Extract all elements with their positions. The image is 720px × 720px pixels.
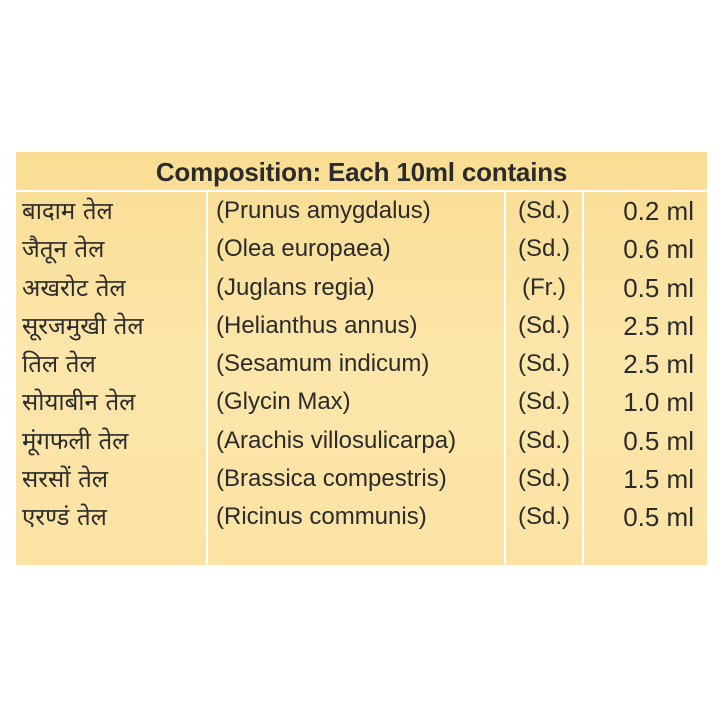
ingredient-quantity: 0.2 ml bbox=[623, 196, 694, 226]
ingredient-plant-part: (Fr.) bbox=[522, 273, 566, 301]
ingredient-hindi-name: सोयाबीन तेल bbox=[22, 388, 136, 417]
ingredient-quantity: 0.5 ml bbox=[623, 272, 694, 303]
ingredient-plant-part: (Sd.) bbox=[517, 197, 570, 224]
ingredient-botanical-name: (Glycin Max) bbox=[216, 388, 351, 416]
ingredient-botanical-name: (Prunus amygdalus) bbox=[216, 197, 431, 224]
ingredient-botanical-name: (Olea europaea) bbox=[216, 235, 391, 263]
table-row bbox=[16, 307, 707, 345]
ingredient-botanical-name: (Arachis villosulicarpa) bbox=[216, 426, 457, 454]
table-row bbox=[16, 498, 707, 536]
ingredient-hindi-name: तिल तेल bbox=[22, 350, 96, 379]
ingredient-hindi-name: बादाम तेल bbox=[22, 197, 113, 225]
ingredient-table bbox=[16, 192, 707, 537]
ingredient-quantity: 0.6 ml bbox=[623, 234, 694, 265]
ingredient-quantity: 2.5 ml bbox=[623, 349, 694, 380]
composition-panel bbox=[16, 152, 707, 565]
ingredient-botanical-name: (Helianthus annus) bbox=[216, 311, 418, 339]
ingredient-hindi-name: सूरजमुखी तेल bbox=[22, 311, 144, 340]
ingredient-plant-part: (Sd.) bbox=[517, 426, 570, 454]
table-row bbox=[16, 192, 707, 230]
ingredient-quantity: 2.5 ml bbox=[623, 310, 694, 341]
ingredient-plant-part: (Sd.) bbox=[517, 350, 570, 378]
table-row bbox=[16, 230, 707, 268]
ingredient-botanical-name: (Sesamum indicum) bbox=[216, 350, 430, 378]
composition-title: Composition: Each 10ml contains bbox=[155, 157, 568, 187]
table-row bbox=[16, 383, 707, 421]
table-row bbox=[16, 345, 707, 383]
ingredient-plant-part: (Sd.) bbox=[517, 235, 570, 263]
ingredient-quantity: 0.5 ml bbox=[623, 502, 694, 533]
ingredient-botanical-name: (Brassica compestris) bbox=[216, 465, 447, 493]
ingredient-botanical-name: (Ricinus communis) bbox=[216, 503, 427, 531]
table-row bbox=[16, 269, 707, 307]
ingredient-quantity: 1.0 ml bbox=[623, 387, 694, 418]
table-row bbox=[16, 422, 707, 460]
table-row bbox=[16, 460, 707, 498]
ingredient-quantity: 1.5 ml bbox=[623, 464, 694, 495]
ingredient-hindi-name: एरण्डं तेल bbox=[22, 503, 107, 532]
ingredient-hindi-name: जैतून तेल bbox=[22, 235, 105, 264]
ingredient-hindi-name: मूंगफली तेल bbox=[22, 426, 129, 455]
ingredient-quantity: 0.5 ml bbox=[623, 425, 694, 456]
ingredient-plant-part: (Sd.) bbox=[517, 311, 570, 339]
ingredient-hindi-name: अखरोट तेल bbox=[22, 273, 126, 302]
ingredient-plant-part: (Sd.) bbox=[517, 465, 570, 493]
ingredient-hindi-name: सरसों तेल bbox=[22, 465, 109, 494]
ingredient-plant-part: (Sd.) bbox=[517, 388, 570, 416]
ingredient-botanical-name: (Juglans regia) bbox=[216, 273, 375, 301]
ingredient-plant-part: (Sd.) bbox=[517, 503, 570, 531]
